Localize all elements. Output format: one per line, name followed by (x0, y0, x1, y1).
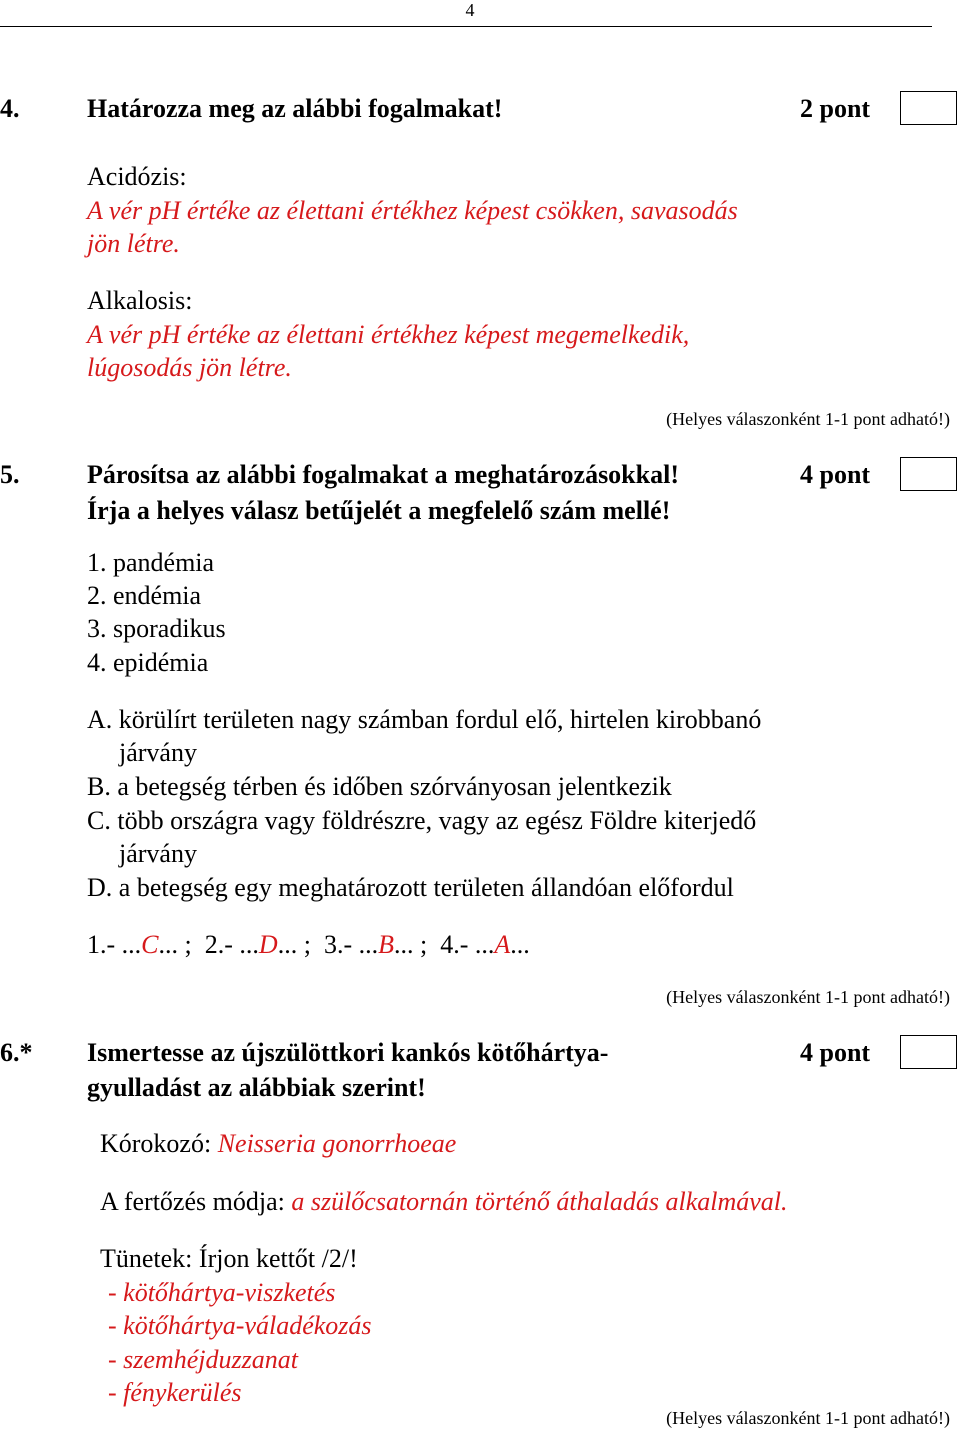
pair-prefix: 4.- ... (440, 930, 495, 959)
pair-answer: C (141, 930, 159, 959)
q4-term-acidosis-answer-line2: jön létre. (87, 229, 180, 258)
q5-definition-c-line2: járvány (119, 839, 197, 868)
q6-transmission-answer: a szülőcsatornán történő áthaladás alkalmával. (291, 1187, 788, 1216)
q5-definition-d: D. a betegség egy meghatározott területen állandóan előfordul (87, 873, 734, 902)
q6-number: 6.* (0, 1038, 33, 1067)
q4-title: Határozza meg az alábbi fogalmakat! (87, 94, 503, 123)
pair-answer: D (258, 930, 278, 959)
q4-score-box[interactable] (900, 91, 957, 125)
q5-item: 4. epidémia (87, 648, 209, 677)
q5-number: 5. (0, 460, 20, 489)
pair-2 (205, 930, 311, 959)
q5-item: 2. endémia (87, 581, 202, 610)
q4-term-alkalosis-answer-line1: A vér pH értéke az élettani értékhez képest megemelkedik, (87, 320, 690, 349)
q6-pathogen-answer: Neisseria gonorrhoeae (217, 1129, 457, 1158)
pair-suffix: ... ; (277, 930, 311, 959)
q5-scoring-note: (Helyes válaszonként 1-1 pont adható!) (666, 987, 950, 1007)
q6-symptom: - kötőhártya-váladékozás (108, 1311, 372, 1340)
pair-answer: A (494, 930, 511, 959)
header-rule (0, 26, 932, 27)
q5-definition-a-line1: A. körülírt területen nagy számban fordul elő, hirtelen kirobbanó (87, 705, 762, 734)
pair-prefix: 1.- ... (87, 930, 142, 959)
q4-term-alkalosis-answer-line2: lúgosodás jön létre. (87, 353, 292, 382)
q5-definition-c-line1: C. több országra vagy földrészre, vagy az egész Földre kiterjedő (87, 806, 757, 835)
q4-term-alkalosis-label: Alkalosis: (87, 286, 193, 315)
q4-number: 4. (0, 94, 20, 123)
q5-item: 1. pandémia (87, 548, 215, 577)
pair-1 (87, 930, 192, 959)
q5-subtitle: Írja a helyes válasz betűjelét a megfelelő szám mellé! (87, 496, 671, 525)
q5-answer-line (87, 930, 530, 960)
q4-points: 2 pont (800, 94, 871, 123)
q4-term-acidosis-label: Acidózis: (87, 162, 187, 191)
pair-4 (440, 930, 530, 959)
pair-prefix: 3.- ... (323, 930, 379, 959)
q6-symptom: - fénykerülés (108, 1378, 242, 1407)
q4-scoring-note: (Helyes válaszonként 1-1 pont adható!) (666, 409, 950, 429)
pair-suffix: ... ; (158, 930, 192, 959)
q6-score-box[interactable] (900, 1035, 957, 1069)
pair-suffix: ... (510, 930, 530, 959)
pair-3 (324, 930, 427, 959)
q6-symptom: - kötőhártya-viszketés (108, 1278, 336, 1307)
q5-item: 3. sporadikus (87, 614, 226, 643)
q6-scoring-note: (Helyes válaszonként 1-1 pont adható!) (666, 1408, 950, 1428)
pair-suffix: ... ; (394, 930, 428, 959)
q5-points: 4 pont (800, 460, 871, 489)
q6-points: 4 pont (800, 1038, 871, 1067)
pair-prefix: 2.- ... (204, 930, 259, 959)
q5-score-box[interactable] (900, 457, 957, 491)
q4-term-acidosis-answer-line1: A vér pH értéke az élettani értékhez képest csökken, savasodás (87, 196, 738, 225)
q6-title-line1: Ismertesse az újszülöttkori kankós kötőhártya- (87, 1038, 609, 1067)
q6-pathogen-label: Kórokozó: (100, 1129, 212, 1158)
q6-pathogen (100, 1129, 456, 1159)
q5-definition-b: B. a betegség térben és időben szórványosan jelentkezik (87, 772, 672, 801)
q6-title-line2: gyulladást az alábbiak szerint! (87, 1073, 426, 1102)
pair-answer: B (378, 930, 394, 959)
page-number: 4 (465, 0, 475, 20)
q6-transmission-label: A fertőzés módja: (100, 1187, 285, 1216)
q6-symptom: - szemhéjduzzanat (108, 1345, 298, 1374)
q5-definition-a-line2: járvány (119, 738, 197, 767)
q6-transmission (100, 1187, 788, 1217)
q6-symptoms-label: Tünetek: Írjon kettőt /2/! (100, 1244, 358, 1273)
q5-title: Párosítsa az alábbi fogalmakat a meghatározásokkal! (87, 460, 679, 489)
